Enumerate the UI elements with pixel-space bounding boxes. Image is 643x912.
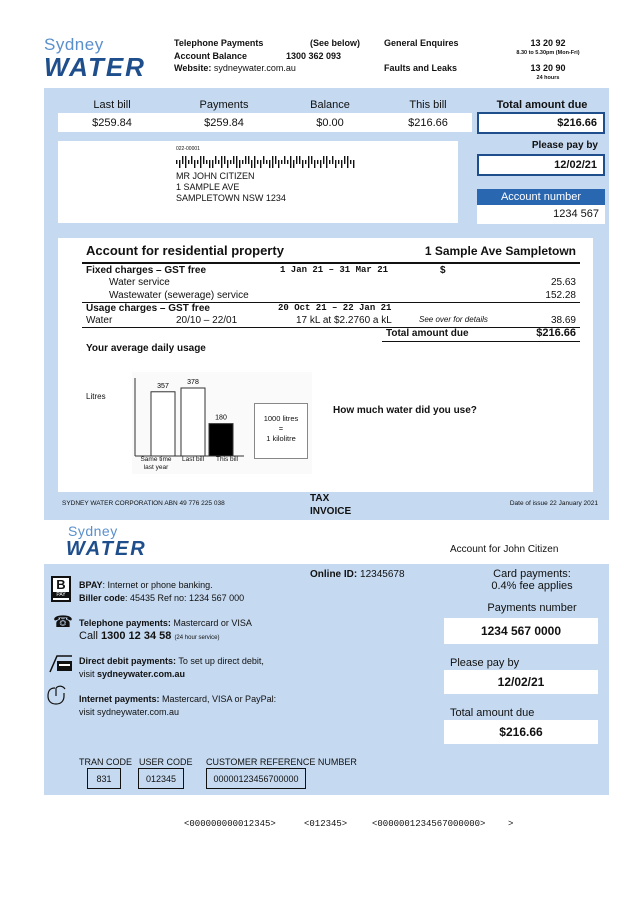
barcode-bar: [212, 160, 213, 168]
barcode-bar: [278, 160, 279, 168]
barcode-bar: [275, 156, 276, 164]
account-number-value: 1234 567: [477, 205, 605, 224]
water-usage-label: Water: [86, 315, 113, 326]
micr-part-b: <012345>: [304, 819, 348, 829]
bpay-bold: BPAY: [79, 580, 103, 590]
total-due-value: $216.66: [557, 117, 597, 129]
barcode-bar: [299, 156, 300, 164]
barcode-bar: [197, 160, 198, 164]
inet-line: [79, 694, 276, 704]
barcode-bar: [188, 160, 189, 164]
usage-bar-label-0: 357: [157, 382, 169, 390]
slip-logo: [66, 524, 147, 559]
barcode-bar: [323, 156, 324, 164]
tel-bold: Telephone payments:: [79, 618, 171, 628]
tel-text: Mastercard or VISA: [170, 618, 252, 628]
crn-value: 00000123456700000: [206, 768, 306, 789]
biller-text: : 45435 Ref no: 1234 567 000: [125, 593, 245, 603]
barcode-bar: [242, 160, 243, 164]
slip-total-value: $216.66: [444, 720, 598, 744]
call-note: (24 hour service): [174, 635, 220, 641]
barcode-bar: [227, 160, 228, 168]
barcode-bar: [308, 156, 309, 168]
barcode-bar: [281, 160, 282, 164]
postal-barcode: [176, 156, 358, 168]
barcode-bar: [311, 156, 312, 164]
pay-by-value: 12/02/21: [554, 159, 597, 171]
wastewater-label: Wastewater (sewerage) service: [109, 290, 249, 301]
see-below: (See below): [310, 38, 361, 48]
payments-number-value: 1234 567 0000: [444, 618, 598, 644]
legend-line1: 1000 litres: [263, 414, 299, 423]
payments-label: Payments: [199, 99, 249, 111]
dd-bold: Direct debit payments:: [79, 656, 177, 666]
pay-by-label: Please pay by: [531, 140, 598, 151]
card-line1: Card payments:: [493, 568, 571, 580]
call-number: 1300 12 34 58: [101, 630, 172, 642]
see-over-note: See over for details: [419, 315, 488, 324]
card-line2: 0.4% fee applies: [491, 580, 573, 592]
user-code-label: USER CODE: [139, 757, 193, 767]
barcode-bar: [302, 160, 303, 168]
barcode-bar: [254, 156, 255, 168]
total-due-label: Total amount due: [496, 99, 588, 111]
property-address: 1 Sample Ave Sampletown: [424, 244, 576, 258]
usage-charges-label: Usage charges – GST free: [86, 303, 210, 314]
barcode-bar: [293, 160, 294, 168]
sydney-water-logo: [44, 36, 146, 80]
barcode-bar: [230, 160, 231, 164]
legend-line2: =: [278, 424, 284, 433]
internet-mouse-icon: [45, 684, 69, 706]
barcode-bar: [353, 160, 354, 168]
fixed-charges-label: Fixed charges – GST free: [86, 265, 207, 276]
currency-symbol: $: [440, 265, 446, 276]
website-line: [174, 63, 296, 73]
barcode-bar: [248, 156, 249, 164]
balance-value: $0.00: [316, 117, 344, 129]
logo-line1: Sydney: [44, 35, 104, 54]
total-underline: [382, 341, 580, 342]
barcode-bar: [203, 156, 204, 164]
total-due-box: [477, 112, 605, 134]
barcode-bar: [314, 160, 315, 168]
bpay-icon: B PAY: [51, 576, 71, 602]
direct-debit-icon: [48, 652, 74, 674]
issue-date: Date of issue 22 January 2021: [509, 500, 598, 507]
barcode-bar: [185, 156, 186, 168]
address-line2: SAMPLETOWN NSW 1234: [176, 193, 286, 203]
call-label: Call: [79, 630, 98, 642]
bpay-line: [79, 580, 213, 590]
water-service-label: Water service: [109, 277, 170, 288]
dd-text: To set up direct debit,: [176, 656, 264, 666]
barcode-bar: [326, 156, 327, 168]
usage-bar-label-1: 378: [187, 379, 199, 386]
account-number-label: Account number: [477, 189, 605, 205]
last-bill-label: Last bill: [93, 99, 131, 111]
slip-total-label: Total amount due: [450, 707, 535, 719]
water-usage-amount: 38.69: [550, 315, 576, 326]
tran-code-value: 831: [87, 768, 121, 789]
online-id-value: 12345678: [360, 569, 405, 580]
barcode-bar: [329, 160, 330, 164]
usage-chart-ylabel: Litres: [86, 392, 106, 401]
usage-question: How much water did you use?: [333, 405, 477, 416]
faults-label: Faults and Leaks: [384, 63, 458, 73]
barcode-bar: [338, 160, 339, 164]
invoice-label: INVOICE: [310, 506, 352, 517]
barcode-bar: [305, 160, 306, 164]
barcode-bar: [266, 160, 267, 164]
barcode-bar: [194, 160, 195, 168]
barcode-bar: [332, 156, 333, 164]
dd-line: [79, 656, 264, 666]
panel-total-label: Total amount due: [386, 328, 469, 339]
slip-logo-line1: Sydney: [68, 523, 118, 539]
inet-visit: visit sydneywater.com.au: [79, 707, 180, 717]
address-line1: 1 SAMPLE AVE: [176, 182, 240, 192]
biller-bold: Biller code: [79, 593, 126, 603]
usage-bar-label-2: 180: [215, 414, 227, 422]
water-usage-dates: 20/10 – 22/01: [176, 315, 238, 326]
water-usage-calc: 17 kL at $2.2760 a kL: [296, 315, 392, 326]
barcode-bar: [245, 156, 246, 164]
general-enquires-label: General Enquires: [384, 38, 459, 48]
account-balance-phone: 1300 362 093: [286, 51, 342, 61]
barcode-bar: [350, 160, 351, 164]
payments-value: $259.84: [204, 117, 244, 129]
fixed-period: 1 Jan 21 – 31 Mar 21: [280, 265, 389, 275]
barcode-bar: [233, 156, 234, 164]
dd-visit-line: [79, 669, 185, 679]
chart-category-2: This bill: [215, 456, 239, 463]
address-code: 022-00001: [176, 146, 200, 152]
address-block: [58, 141, 458, 223]
pay-by-box: [477, 154, 605, 176]
tran-code-label: TRAN CODE: [79, 757, 133, 767]
barcode-bar: [341, 160, 342, 168]
card-payments-note: [466, 568, 598, 592]
barcode-bar: [284, 156, 285, 164]
account-balance-label: Account Balance: [174, 51, 248, 61]
account-section-title: Account for residential property: [86, 243, 284, 258]
barcode-bar: [179, 160, 180, 168]
last-bill-value: $259.84: [92, 117, 132, 129]
barcode-bar: [236, 156, 237, 168]
legend-line3: 1 kilolitre: [266, 434, 296, 443]
barcode-bar: [320, 160, 321, 168]
online-id-label: Online ID:: [310, 569, 358, 580]
crn-label: CUSTOMER REFERENCE NUMBER: [206, 757, 357, 767]
micr-part-d: >: [508, 819, 514, 829]
chart-legend-box: [254, 403, 308, 459]
balance-label: Balance: [310, 99, 350, 111]
faults-phone: 13 20 90: [530, 63, 566, 73]
website-label: Website:: [174, 63, 212, 73]
tel-payments-label: Telephone Payments: [174, 38, 264, 48]
biller-line: [79, 593, 244, 603]
barcode-bar: [344, 156, 345, 164]
address-name: MR JOHN CITIZEN: [176, 171, 255, 181]
barcode-bar: [209, 160, 210, 168]
general-hours: 8.30 to 5.30pm (Mon-Fri): [516, 50, 580, 56]
barcode-bar: [218, 160, 219, 164]
this-bill-value: $216.66: [408, 117, 448, 129]
barcode-bar: [263, 156, 264, 164]
general-phone: 13 20 92: [530, 38, 566, 48]
barcode-bar: [269, 160, 270, 168]
payments-number-label: Payments number: [487, 602, 577, 614]
chart-category-1: Last bill: [181, 456, 205, 463]
chart-category-0: Same time last year: [140, 456, 172, 471]
inet-bold: Internet payments:: [79, 694, 160, 704]
usage-bar-1: [181, 388, 205, 456]
user-code-value: 012345: [138, 768, 184, 789]
barcode-bar: [191, 156, 192, 164]
barcode-bar: [335, 160, 336, 168]
barcode-bar: [224, 156, 225, 164]
usage-bar-2: [209, 424, 233, 456]
barcode-bar: [347, 156, 348, 168]
slip-pay-by-label: Please pay by: [450, 657, 520, 669]
micr-part-a: <000000000012345>: [184, 819, 276, 829]
water-service-amount: 25.63: [550, 277, 576, 288]
dd-visit: visit: [79, 669, 95, 679]
website-url[interactable]: sydneywater.com.au: [213, 63, 296, 73]
faults-hours: 24 hours: [536, 75, 560, 81]
account-number-box: [477, 189, 605, 224]
panel-total-amount: $216.66: [536, 327, 576, 339]
abn-text: SYDNEY WATER CORPORATION ABN 49 776 225 038: [62, 500, 225, 507]
barcode-bar: [239, 160, 240, 168]
barcode-bar: [272, 156, 273, 168]
wastewater-amount: 152.28: [545, 290, 576, 301]
barcode-bar: [176, 160, 177, 164]
telephone-icon: ☎: [53, 614, 73, 631]
slip-logo-line2: WATER: [66, 538, 147, 560]
barcode-bar: [221, 156, 222, 168]
barcode-bar: [200, 156, 201, 168]
account-for: Account for John Citizen: [450, 544, 559, 555]
micr-part-c: <0000001234567000000>: [372, 819, 486, 829]
barcode-bar: [251, 160, 252, 168]
this-bill-label: This bill: [409, 99, 447, 111]
barcode-bar: [287, 160, 288, 164]
barcode-bar: [317, 160, 318, 164]
tax-label: TAX: [310, 493, 330, 504]
barcode-bar: [206, 160, 207, 164]
barcode-bar: [290, 156, 291, 168]
barcode-bar: [257, 160, 258, 164]
tel-line: [79, 618, 252, 628]
dd-site[interactable]: sydneywater.com.au: [97, 669, 186, 679]
usage-chart-title: Your average daily usage: [86, 343, 206, 354]
usage-period: 20 Oct 21 – 22 Jan 21: [278, 303, 392, 313]
title-divider: [82, 262, 580, 264]
barcode-bar: [182, 156, 183, 164]
barcode-bar: [215, 156, 216, 164]
barcode-bar: [296, 156, 297, 164]
inet-text: Mastercard, VISA or PayPal:: [159, 694, 277, 704]
barcode-bar: [260, 160, 261, 168]
usage-bar-0: [151, 392, 175, 456]
slip-pay-by-value: 12/02/21: [444, 670, 598, 694]
bpay-text: : Internet or phone banking.: [102, 580, 213, 590]
logo-line2: WATER: [44, 52, 146, 82]
call-line: [79, 630, 219, 642]
online-id: [310, 569, 405, 580]
